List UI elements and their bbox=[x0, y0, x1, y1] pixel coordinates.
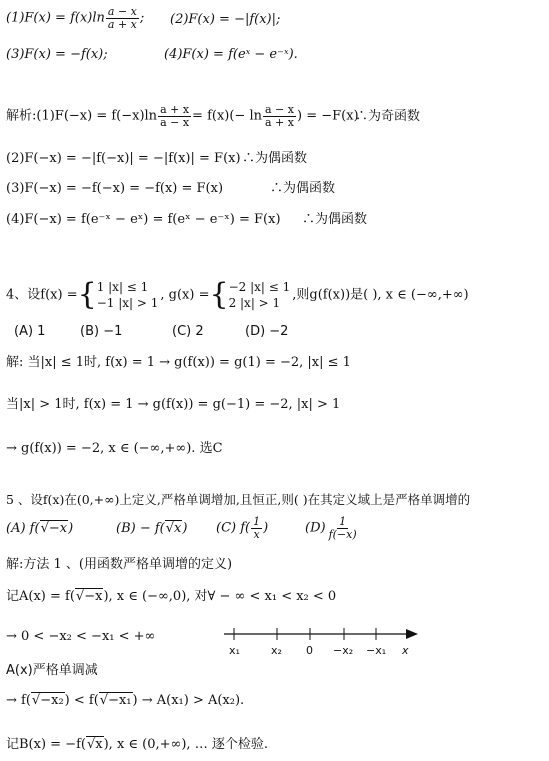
q3-option-2: (2)F(x) = −|f(x)|; bbox=[170, 12, 281, 27]
sqrt: √−x₂ bbox=[31, 693, 64, 708]
number-line bbox=[222, 622, 422, 646]
fraction: $\frac{a - x}{a + x}$ bbox=[107, 5, 137, 31]
sqrt: √x bbox=[165, 521, 182, 536]
q5-define-a: 记A(x) = f(√−x), x ∈ (−∞,0), 对∀ − ∞ < x₁ < x₂ < 0 bbox=[6, 589, 337, 604]
g-cases: −2 |x| ≤ 1 2 |x| > 1 bbox=[228, 280, 291, 311]
q4-solution-1: 解: 当|x| ≤ 1时, f(x) = 1 → g(f(x)) = g(1) = −2, |x| ≤ 1 bbox=[6, 355, 351, 370]
q5-last-line: 记B(x) = −f(√x), x ∈ (0,+∞), … 逐个检验. bbox=[6, 737, 268, 752]
q5-inequality: → 0 < −x₂ < −x₁ < +∞ bbox=[6, 629, 156, 644]
q3-solution-2: (2)F(−x) = −|f(−x)| = −|f(x)| = F(x) bbox=[6, 151, 241, 166]
q3-solution-2-conclusion: ∴为偶函数 bbox=[242, 151, 308, 166]
sqrt: √x bbox=[86, 737, 103, 752]
q4-stem: 4、设f(x) ={ 1 |x| ≤ 1 −1 |x| > 1 , g(x) ={ −2 |x| ≤ 1 2 |x| > 1 ,则g(f(x))是( ), x ∈ (−∞,+∞) bbox=[6, 277, 469, 313]
q3-option-3: (3)F(x) = −f(x); bbox=[6, 47, 108, 62]
fraction: $\frac{1}{x}$ bbox=[253, 515, 261, 541]
q3-option-1: (1)F(x) = f(x)ln $\frac{a - x}{a + x}$ ; bbox=[6, 5, 145, 31]
fraction: $\frac{a - x}{a + x}$ bbox=[265, 103, 294, 129]
fraction: $\frac{1}{f(-x)}$ bbox=[328, 515, 357, 541]
q3-solution-3: (3)F(−x) = −f(−x) = −f(x) = F(x) bbox=[6, 181, 224, 196]
q5-stem: 5 、设f(x)在(0,+∞)上定义,严格单调增加,且恒正,则( )在其定义域上是严格单调增的 bbox=[6, 492, 471, 507]
q5-compare: → f(√−x₂) < f(√−x₁) → A(x₁) > A(x₂). bbox=[6, 693, 245, 708]
q4-solution-2: 当|x| > 1时, f(x) = 1 → g(f(x)) = g(−1) = −2, |x| > 1 bbox=[6, 397, 341, 412]
f-cases: 1 |x| ≤ 1 −1 |x| > 1 bbox=[96, 280, 159, 311]
q3-solution-4: (4)F(−x) = f(e⁻ˣ − eˣ) = f(eˣ − e⁻ˣ) = F(x) bbox=[6, 212, 281, 227]
axis-label-x: x bbox=[402, 644, 409, 657]
fraction: $\frac{a + x}{a - x}$ bbox=[160, 103, 190, 129]
q3-option-4: (4)F(x) = f(eˣ − e⁻ˣ). bbox=[164, 47, 298, 62]
sqrt: √−x₁ bbox=[99, 693, 132, 708]
q5-solution-heading: 解:方法 1 、(用函数严格单调增的定义) bbox=[6, 557, 233, 572]
axis-label-x1: x₁ bbox=[229, 644, 240, 657]
axis-label-zero: 0 bbox=[306, 644, 313, 657]
axis-label-x2: x₂ bbox=[271, 644, 282, 657]
sqrt: √−x bbox=[40, 521, 68, 536]
axis-label-neg-x1: −x₁ bbox=[366, 644, 387, 657]
q4-choice-a: (A) 1 bbox=[14, 324, 46, 339]
q5-choice-d: (D) $\frac{1}{f(-x)}$ bbox=[305, 515, 357, 541]
q3-solution-3-conclusion: ∴为偶函数 bbox=[270, 181, 336, 196]
q3-solution-4-conclusion: ∴为偶函数 bbox=[302, 212, 368, 227]
q5-choice-a: (A) f(√−x) bbox=[6, 521, 74, 536]
q4-choice-d: (D) −2 bbox=[245, 324, 289, 339]
q3-solution-1: 解析:(1)F(−x) = f(−x)ln $\frac{a + x}{a - x}$ = f(x)(− ln $\frac{a - x}{a + x}$ ) = −F(x) bbox=[6, 103, 359, 129]
sqrt: √−x bbox=[75, 589, 103, 604]
q4-choice-b: (B) −1 bbox=[80, 324, 123, 339]
axis-label-neg-x2: −x₂ bbox=[333, 644, 354, 657]
q3-solution-1-conclusion: ∴为奇函数 bbox=[355, 109, 421, 124]
q5-monotone: A(x)严格单调减 bbox=[6, 663, 98, 678]
q4-choice-c: (C) 2 bbox=[172, 324, 204, 339]
q5-choice-b: (B) − f(√x) bbox=[116, 521, 188, 536]
q5-choice-c: (C) f( $\frac{1}{x}$ ) bbox=[216, 515, 269, 541]
q4-solution-3: → g(f(x)) = −2, x ∈ (−∞,+∞). 选C bbox=[6, 441, 223, 456]
arrow-icon bbox=[406, 629, 418, 639]
